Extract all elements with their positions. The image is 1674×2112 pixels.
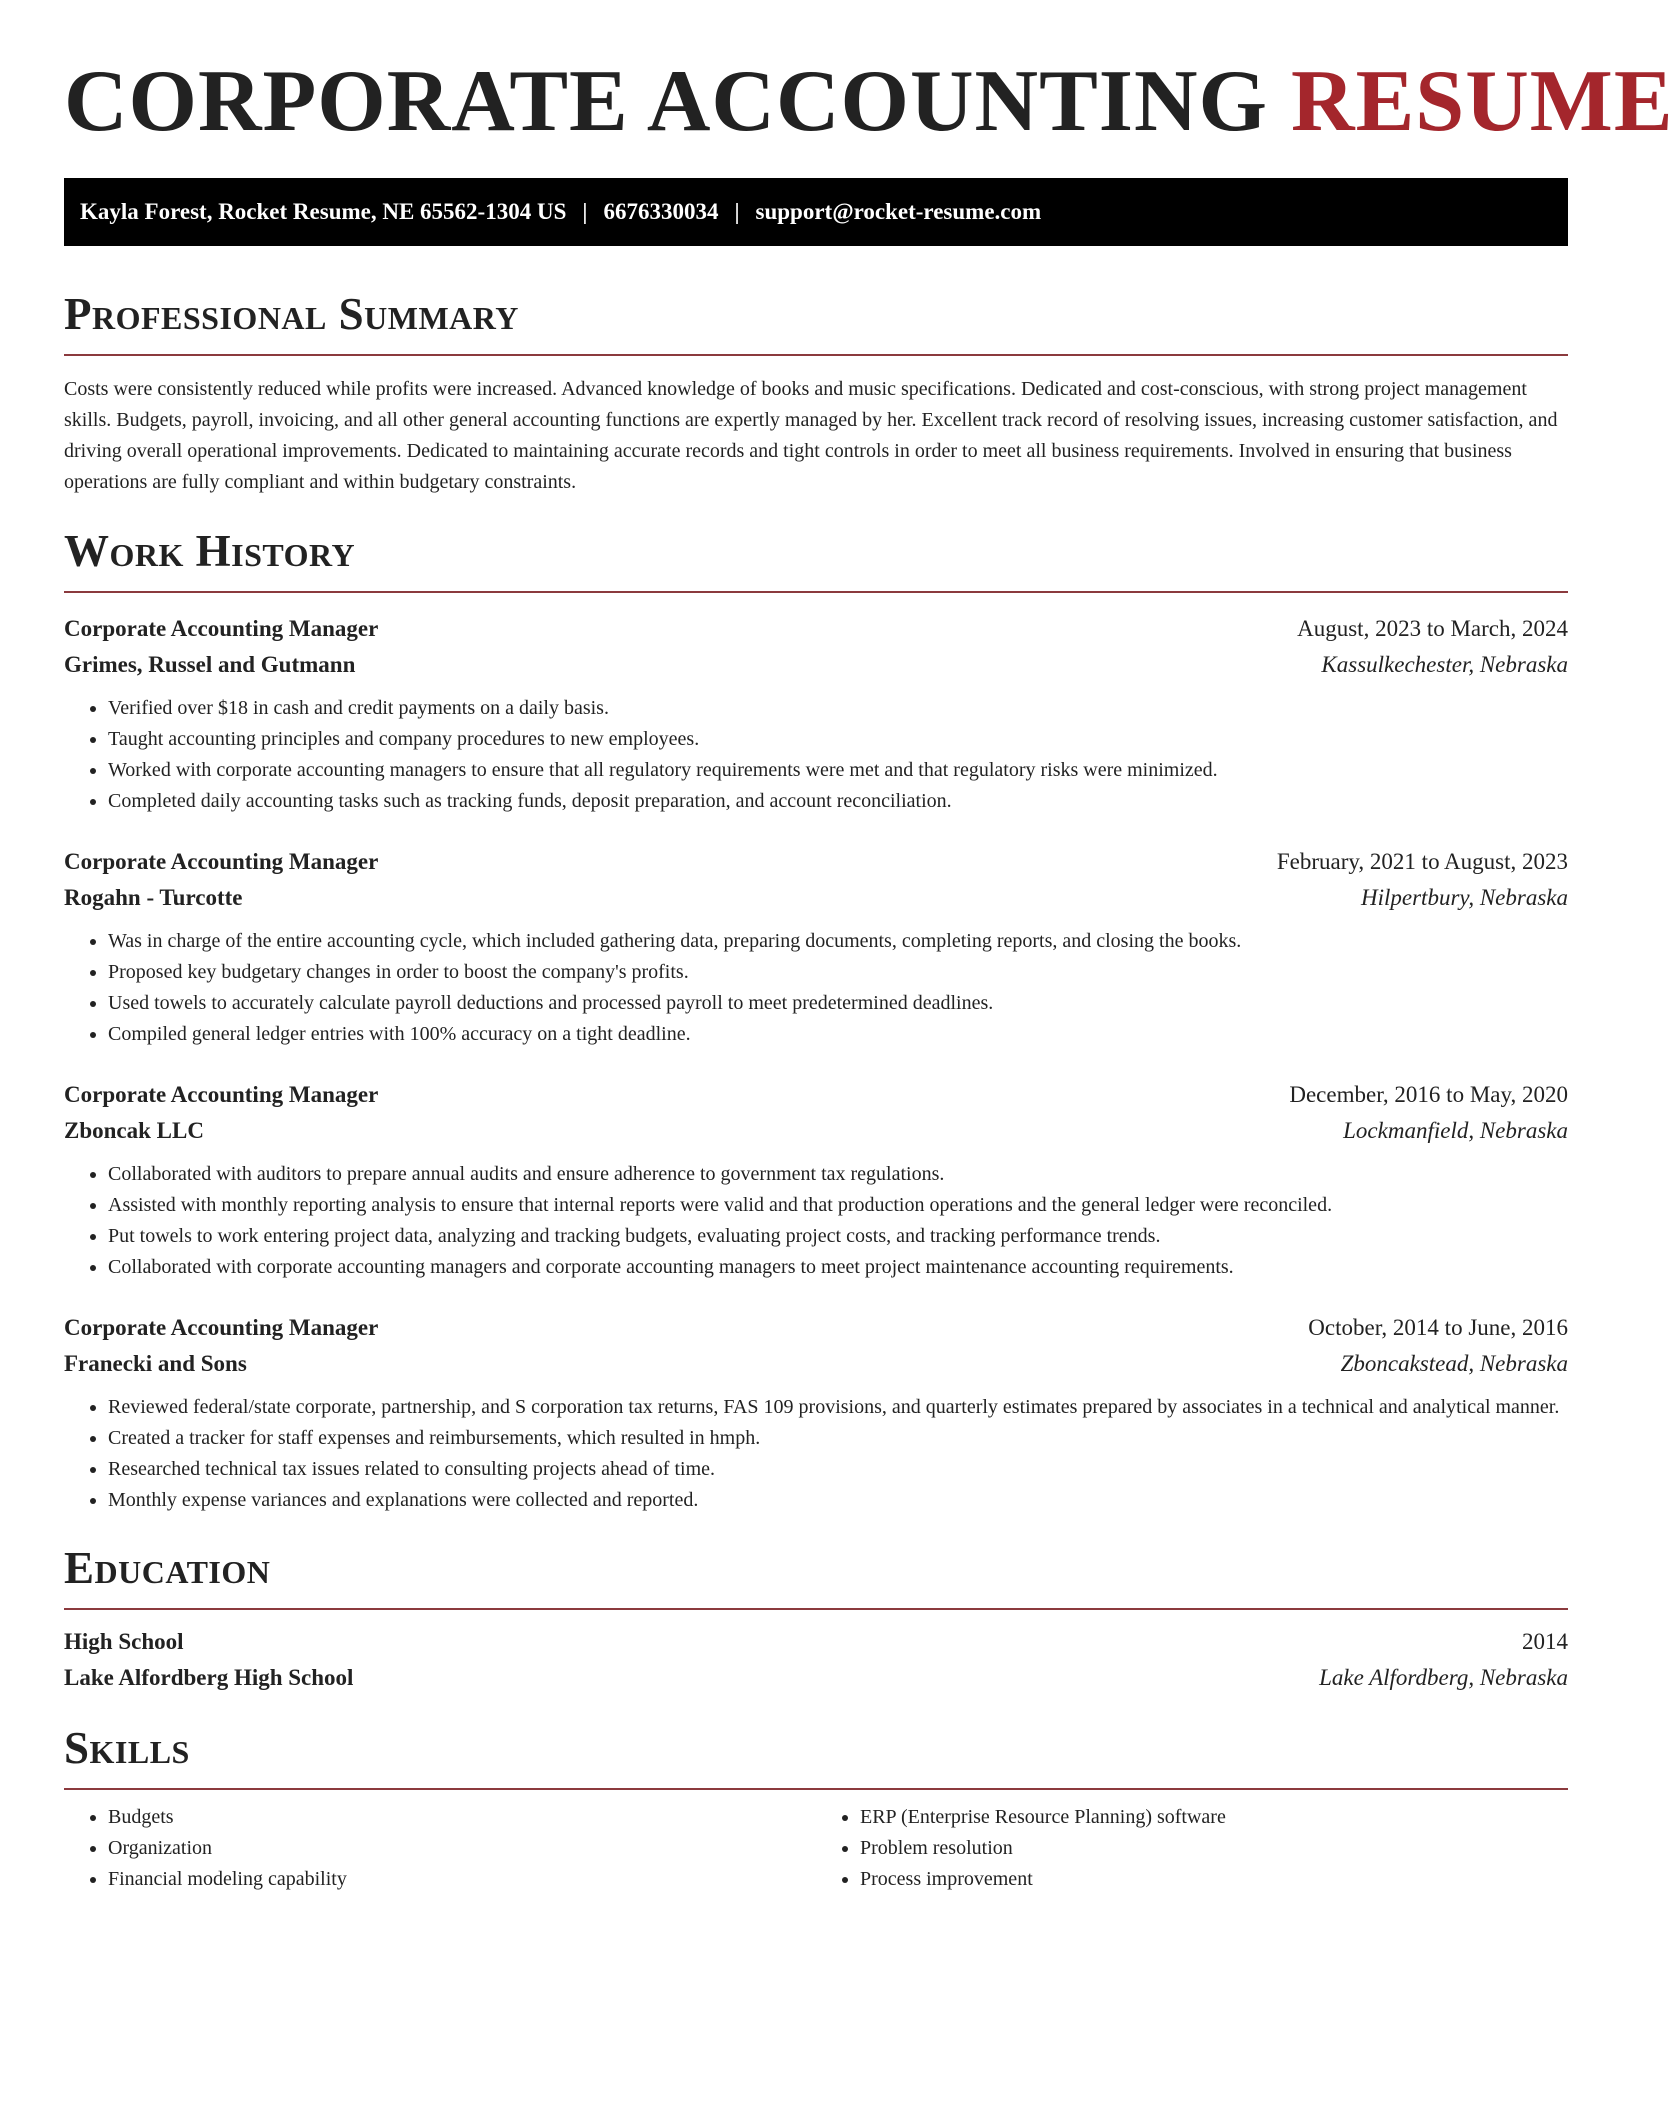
- job-dates: February, 2021 to August, 2023: [1276, 849, 1568, 874]
- resume-title: [64, 52, 1674, 152]
- job-bullet: • Completed daily accounting tasks such as tracking funds, deposit preparation, and account reconciliation.: [108, 786, 1568, 817]
- job-entry: [64, 844, 1568, 1050]
- section-divider: [64, 1788, 1568, 1790]
- job-entry: [64, 1077, 1568, 1283]
- job-bullet: • Created a tracker for staff expenses and reimbursements, which resulted in hmph.: [108, 1423, 1568, 1454]
- job-bullet: • Proposed key budgetary changes in order to boost the company's profits.: [108, 957, 1568, 988]
- job-title: Corporate Accounting Manager: [64, 849, 379, 874]
- job-entry: [64, 611, 1568, 817]
- skill-item: • Budgets: [108, 1802, 816, 1833]
- skills-list-left: [64, 1802, 816, 1895]
- education-school: Lake Alfordberg High School: [64, 1665, 354, 1690]
- skill-item: • Process improvement: [860, 1864, 1568, 1895]
- job-company-row: [64, 1346, 1568, 1382]
- contact-bar: [64, 178, 1568, 246]
- education-section: [64, 1542, 1568, 1696]
- job-bullet: • Put towels to work entering project data, analyzing and tracking budgets, evaluating project costs, and tracking performance trends.: [108, 1221, 1568, 1252]
- section-divider: [64, 1608, 1568, 1610]
- job-dates: October, 2014 to June, 2016: [1308, 1315, 1568, 1340]
- contact-address: Kayla Forest, Rocket Resume, NE 65562-1304 US: [80, 199, 567, 224]
- summary-section: [64, 288, 1568, 498]
- summary-text: Costs were consistently reduced while profits were increased. Advanced knowledge of books and music specifications. Dedicated and cost-conscious, with strong project management skills. Budgets, payroll, invoicing, and all other general accounting functions are expertly managed by her. Excellent track record of resolving issues, increasing customer satisfaction, and driving overall operational improvements. Dedicated to maintaining accurate records and tight controls in order to meet all business requirements. Involved in ensuring that business operations are fully compliant and within budgetary constraints.: [64, 378, 1558, 493]
- work-history-heading: Work History: [64, 526, 356, 576]
- job-title: Corporate Accounting Manager: [64, 1315, 379, 1340]
- job-header-row: [64, 611, 1568, 647]
- job-bullet: • Reviewed federal/state corporate, partnership, and S corporation tax returns, FAS 109 provisions, and quarterly estimates prepared by associates in a technical and analytical manner.: [108, 1392, 1568, 1423]
- job-bullet: • Verified over $18 in cash and credit payments on a daily basis.: [108, 693, 1568, 724]
- job-bullets: [64, 1159, 1568, 1283]
- job-company-row: [64, 880, 1568, 916]
- title-accent: RESUME: [1291, 53, 1674, 150]
- job-company: Zboncak LLC: [64, 1118, 204, 1143]
- job-bullet: • Compiled general ledger entries with 100% accuracy on a tight deadline.: [108, 1019, 1568, 1050]
- job-title: Corporate Accounting Manager: [64, 616, 379, 641]
- work-history-section: [64, 525, 1568, 1516]
- job-location: Lockmanfield, Nebraska: [1343, 1118, 1568, 1143]
- job-company: Franecki and Sons: [64, 1351, 247, 1376]
- contact-email: support@rocket-resume.com: [755, 199, 1042, 224]
- job-bullets: [64, 693, 1568, 817]
- skill-item: • Organization: [108, 1833, 816, 1864]
- skills-heading: Skills: [64, 1723, 190, 1773]
- job-bullet: • Collaborated with corporate accounting managers and corporate accounting managers to meet project maintenance accounting requirements.: [108, 1252, 1568, 1283]
- summary-heading: Professional Summary: [64, 289, 519, 339]
- job-entry: [64, 1310, 1568, 1516]
- job-company: Rogahn - Turcotte: [64, 885, 243, 910]
- skills-section: [64, 1722, 1568, 1895]
- job-bullets: [64, 1392, 1568, 1516]
- job-bullet: • Used towels to accurately calculate payroll deductions and processed payroll to meet predetermined deadlines.: [108, 988, 1568, 1019]
- education-heading: Education: [64, 1543, 271, 1593]
- job-company-row: [64, 1113, 1568, 1149]
- job-header-row: [64, 844, 1568, 880]
- job-header-row: [64, 1310, 1568, 1346]
- job-bullet: • Taught accounting principles and company procedures to new employees.: [108, 724, 1568, 755]
- job-dates: December, 2016 to May, 2020: [1289, 1082, 1568, 1107]
- section-divider: [64, 591, 1568, 593]
- title-main: CORPORATE ACCOUNTING: [64, 53, 1269, 150]
- job-location: Kassulkechester, Nebraska: [1321, 652, 1568, 677]
- section-divider: [64, 354, 1568, 356]
- job-bullet: • Assisted with monthly reporting analysis to ensure that internal reports were valid and that production operations and the general ledger were reconciled.: [108, 1190, 1568, 1221]
- job-bullet: • Researched technical tax issues related to consulting projects ahead of time.: [108, 1454, 1568, 1485]
- contact-separator: |: [734, 199, 740, 224]
- job-title: Corporate Accounting Manager: [64, 1082, 379, 1107]
- education-location: Lake Alfordberg, Nebraska: [1319, 1665, 1568, 1690]
- skills-columns: [64, 1802, 1568, 1895]
- skill-item: • Problem resolution: [860, 1833, 1568, 1864]
- education-year: 2014: [1522, 1629, 1568, 1654]
- job-company-row: [64, 647, 1568, 683]
- job-bullet: • Monthly expense variances and explanations were collected and reported.: [108, 1485, 1568, 1516]
- contact-separator: |: [582, 199, 588, 224]
- education-degree: High School: [64, 1629, 184, 1654]
- job-location: Zboncakstead, Nebraska: [1340, 1351, 1568, 1376]
- job-header-row: [64, 1077, 1568, 1113]
- job-bullet: • Collaborated with auditors to prepare annual audits and ensure adherence to government tax regulations.: [108, 1159, 1568, 1190]
- job-location: Hilpertbury, Nebraska: [1361, 885, 1568, 910]
- job-dates: August, 2023 to March, 2024: [1297, 616, 1568, 641]
- contact-phone: 6676330034: [603, 199, 719, 224]
- skills-list-right: [816, 1802, 1568, 1895]
- education-school-row: [64, 1660, 1568, 1696]
- skill-item: • Financial modeling capability: [108, 1864, 816, 1895]
- job-bullets: [64, 926, 1568, 1050]
- education-header-row: [64, 1624, 1568, 1660]
- job-bullet: • Worked with corporate accounting managers to ensure that all regulatory requirements were met and that regulatory risks were minimized.: [108, 755, 1568, 786]
- job-bullet: • Was in charge of the entire accounting cycle, which included gathering data, preparing documents, completing reports, and closing the books.: [108, 926, 1568, 957]
- skill-item: • ERP (Enterprise Resource Planning) software: [860, 1802, 1568, 1833]
- job-company: Grimes, Russel and Gutmann: [64, 652, 356, 677]
